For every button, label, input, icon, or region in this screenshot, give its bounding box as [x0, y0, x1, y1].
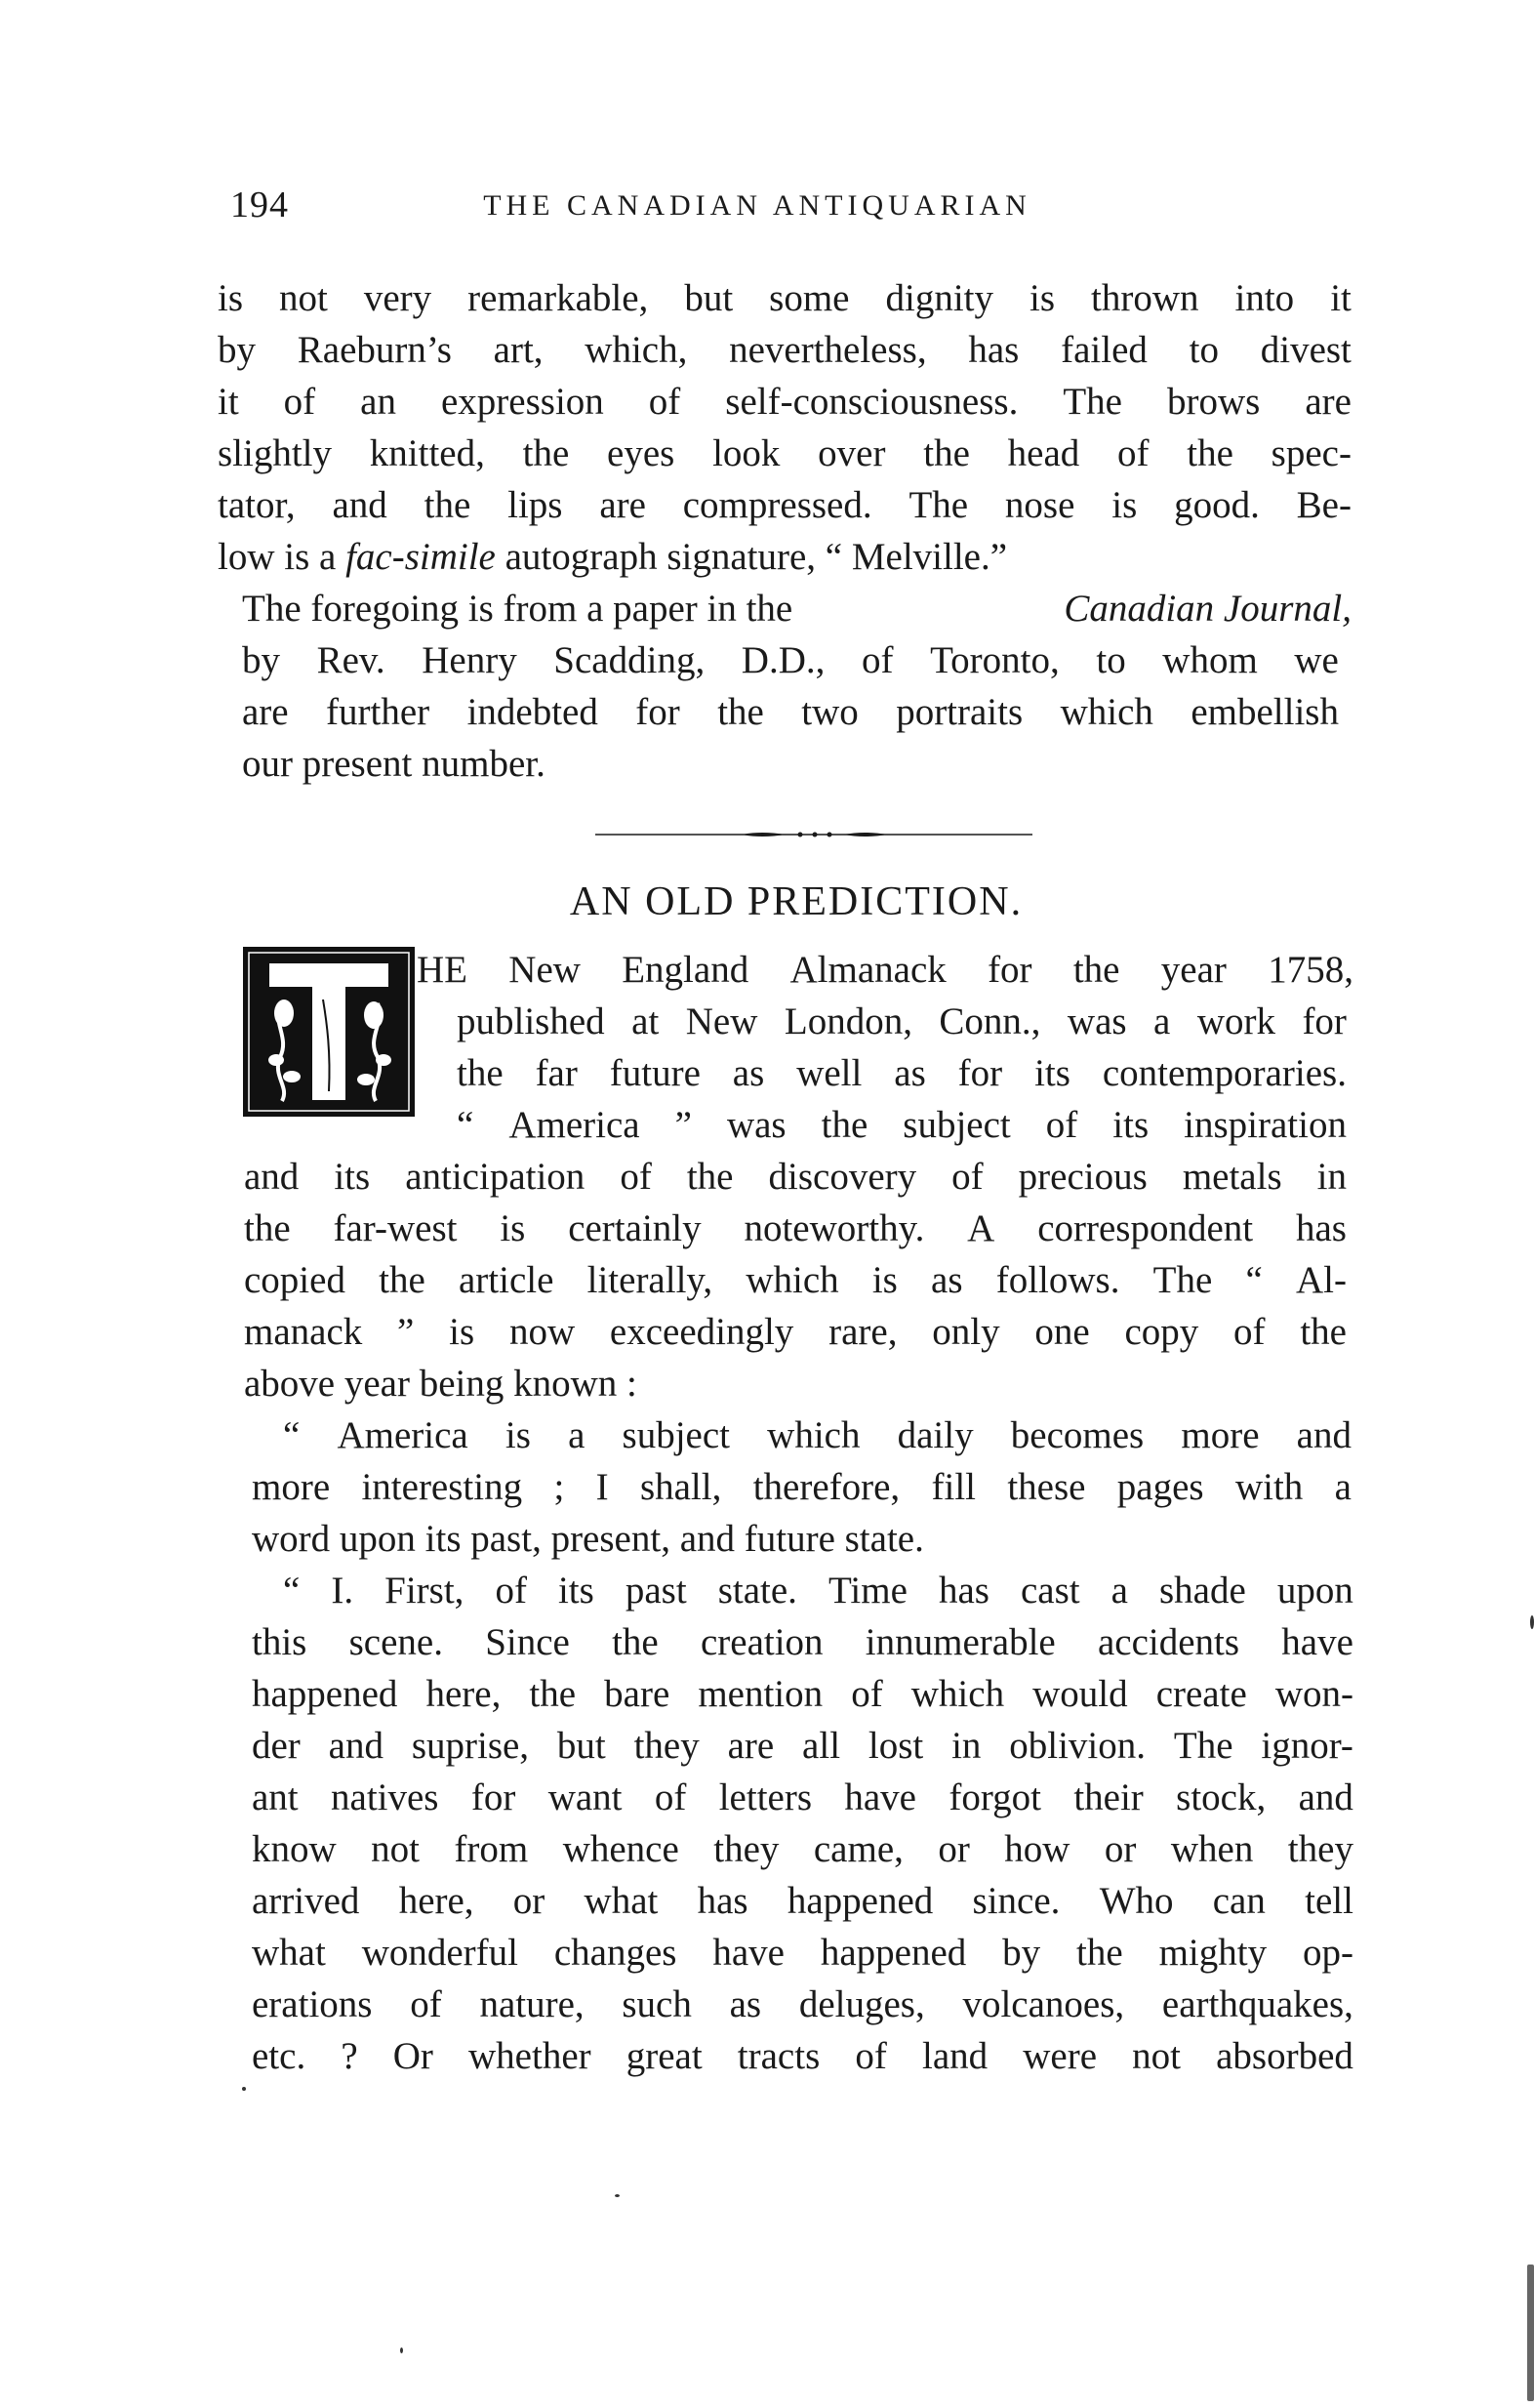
text-line: der and suprise, but they are all lost in oblivion. The ignor- [252, 1725, 1353, 1767]
scan-edge-mark [1527, 2265, 1534, 2401]
scan-edge-mark [1530, 1615, 1534, 1629]
text-line: by Rev. Henry Scadding, D.D., of Toronto, to whom we [242, 639, 1339, 681]
text-line: tator, and the lips are compressed. The nose is good. Be- [218, 484, 1352, 526]
text-line: published at New London, Conn., was a work for [457, 1000, 1347, 1042]
text-line: copied the article literally, which is as follows. The “ Al- [244, 1259, 1347, 1301]
text-line: it of an expression of self-consciousness. The brows are [218, 381, 1352, 423]
page-number: 194 [230, 184, 289, 225]
text-line: “ I. First, of its past state. Time has cast a shade upon [283, 1570, 1353, 1612]
italic-term: fac-simile [345, 536, 496, 578]
text-line: arrived here, or what has happened since. Who can tell [252, 1880, 1353, 1922]
section-heading: AN OLD PREDICTION. [569, 879, 1024, 924]
text-line: more interesting ; I shall, therefore, fill these pages with a [252, 1466, 1352, 1508]
text-line: above year being known : [244, 1363, 637, 1405]
running-title: THE CANADIAN ANTIQUARIAN [483, 189, 1031, 222]
italic-title: Canadian Journal, [1064, 588, 1352, 630]
text-line: word upon its past, present, and future state. [252, 1518, 924, 1560]
text-line: our present number. [242, 743, 545, 785]
text-fragment: The foregoing is from a paper in the [242, 588, 793, 630]
text-line: HE New England Almanack for the year 1758, [417, 949, 1353, 991]
running-head [230, 184, 1362, 232]
text-line: etc. ? Or whether great tracts of land were not absorbed [252, 2035, 1353, 2077]
text-line: the far-west is certainly noteworthy. A correspondent has [244, 1207, 1347, 1249]
text-line: erations of nature, such as deluges, volcanoes, earthquakes, [252, 1983, 1353, 2025]
text-fragment: low is a [218, 536, 337, 578]
text-line: “ America ” was the subject of its inspiration [457, 1104, 1347, 1146]
text-line: slightly knitted, the eyes look over the head of the spec- [218, 432, 1352, 474]
scan-speck [615, 2194, 620, 2197]
text-line: is not very remarkable, but some dignity is thrown into it [218, 277, 1352, 319]
scan-speck [242, 2087, 246, 2091]
text-line: “ America is a subject which daily becomes more and [283, 1414, 1352, 1456]
text-line: the far future as well as for its contemporaries. [457, 1052, 1347, 1094]
text-line: know not from whence they came, or how or when they [252, 1828, 1353, 1870]
text-fragment: autograph signature, “ Melville.” [505, 536, 1008, 578]
text-line: happened here, the bare mention of which would create won- [252, 1673, 1353, 1715]
text-line: ant natives for want of letters have forgot their stock, and [252, 1776, 1353, 1818]
decorated-dropcap-image [241, 945, 417, 1119]
text-line: are further indebted for the two portraits which embellish [242, 691, 1339, 733]
ornamental-divider [595, 829, 1032, 840]
text-line: and its anticipation of the discovery of precious metals in [244, 1156, 1347, 1198]
text-line: by Raeburn’s art, which, nevertheless, has failed to divest [218, 329, 1352, 371]
scan-speck [400, 2347, 403, 2353]
text-line: what wonderful changes have happened by the mighty op- [252, 1932, 1353, 1974]
text-line: this scene. Since the creation innumerable accidents have [252, 1621, 1353, 1663]
text-line [218, 532, 1352, 583]
text-line [242, 584, 1352, 634]
text-line: manack ” is now exceedingly rare, only one copy of the [244, 1311, 1347, 1353]
